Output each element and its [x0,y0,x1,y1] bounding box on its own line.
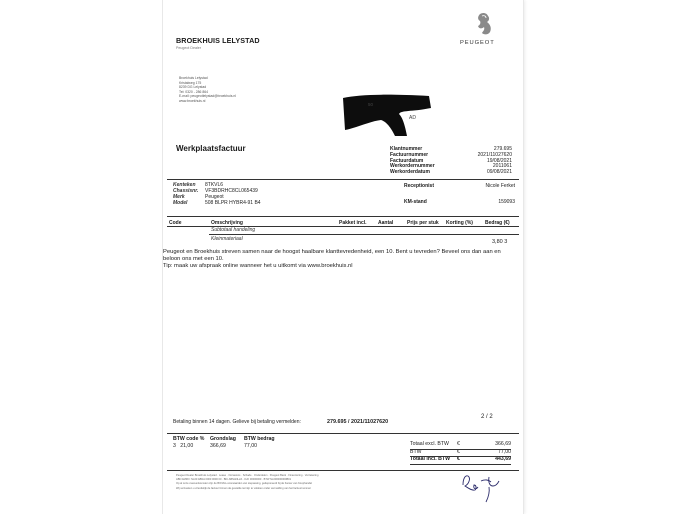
vat-header-row [173,436,282,443]
footer-line: ABN AMRO: NL00 ABNA 0000 0000 00 · BIC ABNANL2A · KvK 00000000 · BTW NL000000000B01 [176,478,292,482]
total-label: Totaal incl. BTW [410,456,450,463]
reception-label: KM-stand [404,199,427,205]
vat-header-base: Grondslag [210,436,236,442]
dealer-address [179,76,236,103]
online-appointment-tip: Tip: maak uw afspraak online wanneer het u uitkomt via www.broekhuis.nl [163,263,353,269]
divider [167,216,519,217]
divider [167,433,519,434]
col-header-unit-price: Prijs per stuk [407,220,439,226]
meta-label: Werkordernummer [390,163,435,170]
divider [410,449,511,450]
col-header-package: Pakket incl. [339,220,367,226]
reception-label: Receptionist [404,183,435,189]
divider [410,456,511,457]
total-currency: € [457,441,460,447]
vat-base: 366,69 [210,442,226,449]
divider [167,179,519,180]
vehicle-details [173,182,261,206]
total-value: 366,69 [495,441,511,447]
vat-header-amount: BTW bedrag [244,436,275,442]
handwritten-signature [459,471,505,505]
invoice-page [163,0,523,514]
subtotal-label: Subtotaal handeling [211,227,256,233]
payment-text: Betaling binnen 14 dagen. Gelieve bij betaling vermelden: [173,419,301,425]
dealer-name: BROEKHUIS LELYSTAD [176,36,260,45]
reception-details [404,183,515,205]
divider [410,464,511,465]
col-header-code: Code [169,220,182,226]
meta-value: 2011061 [492,163,512,170]
total-value: 443,69 [495,456,511,463]
total-label: Totaal excl. BTW [410,441,449,447]
vehicle-value: 508 BLPR HYBR4-91 B4 [205,200,261,206]
total-row [410,441,511,449]
brand-name: PEUGEOT [460,40,495,46]
meta-value: 09/08/2021 [486,169,512,176]
footer-line: Peugeot Dealer Broekhuis Lelystad · Lease · Occasions · Schade · Onderdelen · Peugeot Bank · Financiering · Verzekering [176,474,319,477]
invoice-meta [390,147,512,176]
vat-percentage: 21,00 [180,442,194,449]
meta-value: 19/08/2021 [486,157,512,164]
vat-row [173,443,282,450]
reception-row [404,183,515,189]
totals [410,441,511,464]
vehicle-value: Peugeot [205,194,224,200]
footer-line: Wij verzoeken u vriendelijk de factuur binnen de gestelde termijn te voldoen onder vermelding van het factuurnummer [176,486,311,490]
vehicle-label: Model [173,200,188,206]
total-currency: € [457,448,460,455]
col-header-description: Omschrijving [211,220,243,226]
vehicle-label: Merk [173,194,185,200]
vat-table [173,436,282,450]
meta-value: 279.695 [493,146,512,152]
footer-line: Op al onze overeenkomsten zijn de BOVAG-voorwaarden van toepassing, gedeponeerd bij de Kamer van Koophandel [176,482,312,486]
meta-label: Factuurdatum [390,157,424,164]
col-header-discount: Korting (%) [446,220,473,226]
small-material-value: 3,80 3 [492,239,508,245]
total-currency: € [457,456,460,463]
reception-value: 159093 [498,199,515,205]
vehicle-row [173,200,261,206]
redaction-mark [341,88,433,138]
col-header-amount: Bedrag (€) [485,220,510,226]
vat-header-code: BTW code % [173,436,205,442]
reception-row [404,199,515,205]
address-line: www.broekhuis.nl [179,98,206,103]
small-material-label: Kleinmateriaal [211,236,243,242]
address-line: E-mail: peugeotlelystad@broekhuis.nl [179,94,236,98]
recipient-fragment: 50 [368,102,374,107]
address-line: Kristalweg 175 [179,80,202,85]
meta-row [390,170,512,176]
footer-legal [176,474,461,491]
vehicle-label: Chassisnr. [173,188,199,194]
meta-label: Klantnummer [390,146,423,152]
total-value: 77,00 [498,448,511,455]
divider [209,234,519,235]
meta-label: Factuurnummer [390,151,429,158]
satisfaction-message: Peugeot en Broekhuis streven samen naar de hoogst haalbare klanttevredenheid, een 10. Bent u tevreden? Beveel ons dan aan en beloon ons met een 10. [163,249,501,262]
total-row-grand [410,456,511,464]
vehicle-label: Kenteken [173,182,196,188]
peugeot-lion-logo [471,11,497,37]
recipient-fragment: AD [409,115,416,121]
address-line: Tel: 0320 - 286 864 [179,89,209,94]
meta-value: 2021/11027620 [477,151,512,158]
dealer-subtitle: Peugeot Dealer [176,46,201,50]
payment-reference: 279.695 / 2021/11027620 [327,419,389,425]
address-line: Broekhuis Lelystad [179,76,208,80]
address-line: 8239 DG Lelystad [179,85,207,89]
invoice-title: Werkplaatsfactuur [176,144,246,153]
col-header-quantity: Aantal [378,220,394,226]
page-indicator: 2 / 2 [481,414,493,420]
vat-code: 3 [173,442,176,449]
meta-label: Werkorderdatum [390,169,430,176]
vat-amount: 77,00 [244,442,257,449]
vat-code-cell [173,443,210,450]
vehicle-value: 8TKVL6 [205,182,224,188]
vehicle-value: VF3BDRHC8CL065439 [205,188,258,194]
reception-value: Nicole Ferket [485,183,515,189]
total-label: BTW [410,448,422,455]
